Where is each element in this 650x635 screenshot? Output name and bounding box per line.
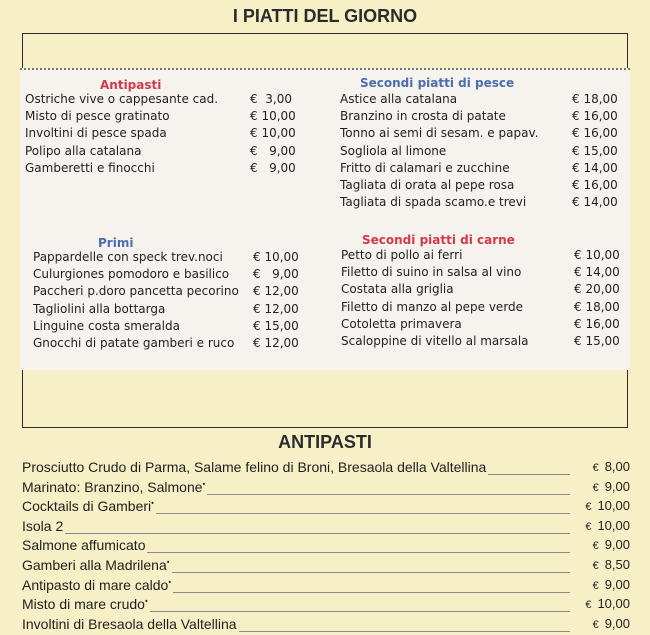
daily-menu-item bbox=[25, 91, 310, 108]
daily-item-price: € 15,00 bbox=[572, 143, 618, 158]
antipasti-list-item bbox=[22, 614, 630, 634]
antipasti-list-item bbox=[22, 496, 630, 516]
daily-item-name: Branzino in crosta di patate bbox=[340, 109, 506, 124]
daily-item-name: Scaloppine di vitello al marsala bbox=[341, 334, 529, 348]
daily-item-price: € 14,00 bbox=[572, 160, 618, 175]
daily-item-name: Tagliata di spada scamo.e trevi bbox=[340, 195, 527, 210]
daily-item-price: € 16,00 bbox=[572, 178, 618, 192]
daily-menu-item bbox=[340, 160, 632, 177]
price-value: 8,50 bbox=[604, 557, 630, 572]
daily-menu-item bbox=[340, 125, 632, 142]
daily-menu-item bbox=[341, 281, 634, 298]
price-value: 10,00 bbox=[597, 596, 630, 612]
daily-item-price: € 10,00 bbox=[574, 248, 620, 262]
antipasti-item-price bbox=[572, 498, 630, 513]
antipasti-item-price bbox=[572, 479, 630, 494]
daily-item-name: Misto di pesce gratinato bbox=[25, 109, 170, 124]
antipasti-item-label: Prosciutto Crudo di Parma, Salame felino di Broni, Bresaola della Valtellina bbox=[22, 459, 487, 475]
currency-symbol: € bbox=[592, 540, 599, 553]
antipasti-item-price bbox=[572, 577, 630, 592]
daily-item-name: Fritto di calamari e zucchine bbox=[340, 160, 510, 175]
daily-item-name: Tagliata di orata al pepe rosa bbox=[340, 178, 515, 192]
antipasti-section-heading: ANTIPASTI bbox=[278, 432, 372, 452]
daily-menu-item bbox=[33, 283, 313, 300]
antipasti-list-item bbox=[22, 477, 630, 497]
page-title: I PIATTI DEL GIORNO bbox=[232, 6, 418, 26]
antipasti-item-name bbox=[22, 498, 156, 514]
daily-menu-item bbox=[340, 143, 632, 160]
bullet-mark: • bbox=[166, 557, 170, 567]
daily-item-price: € 14,00 bbox=[574, 265, 620, 280]
currency-symbol: € bbox=[592, 481, 599, 494]
daily-item-price: € 10,00 bbox=[253, 250, 299, 264]
bullet-mark: • bbox=[151, 498, 154, 508]
daily-item-price: € 9,00 bbox=[253, 267, 299, 282]
leader-line bbox=[22, 533, 570, 534]
daily-item-name: Gnocchi di patate gamberi e ruco bbox=[33, 336, 235, 350]
daily-item-price: € 16,00 bbox=[572, 109, 618, 124]
daily-item-price: € 16,00 bbox=[572, 126, 618, 141]
daily-item-price: € 3,00 bbox=[250, 92, 292, 106]
bullet-mark: • bbox=[168, 576, 172, 586]
antipasti-item-label: Marinato: Branzino, Salmone bbox=[22, 478, 203, 495]
currency-symbol: € bbox=[585, 501, 592, 514]
currency-symbol: € bbox=[592, 618, 599, 631]
price-value: 10,00 bbox=[597, 498, 630, 514]
daily-item-name: Filetto di suino in salsa al vino bbox=[341, 265, 522, 280]
antipasti-item-name bbox=[22, 557, 172, 573]
daily-item-name: Cotoletta primavera bbox=[341, 316, 462, 331]
currency-symbol: € bbox=[592, 462, 599, 474]
daily-menu-item bbox=[25, 108, 310, 125]
daily-menu-item bbox=[33, 266, 313, 283]
daily-item-price: € 14,00 bbox=[572, 195, 618, 210]
daily-item-price: € 12,00 bbox=[253, 284, 299, 299]
antipasti-title: Antipasti bbox=[100, 78, 162, 92]
daily-item-name: Filetto di manzo al pepe verde bbox=[341, 299, 524, 314]
price-value: 9,00 bbox=[604, 537, 630, 553]
daily-item-name: Petto di pollo ai ferri bbox=[341, 248, 463, 262]
primi-title: Primi bbox=[98, 236, 134, 250]
bullet-mark: • bbox=[144, 596, 148, 606]
daily-item-price: € 18,00 bbox=[572, 92, 618, 106]
antipasti-item-label: Isola 2 bbox=[22, 517, 64, 534]
currency-symbol: € bbox=[585, 599, 592, 612]
antipasti-list-item bbox=[22, 516, 630, 536]
price-value: 9,00 bbox=[604, 576, 630, 592]
antipasti-list-item bbox=[22, 535, 630, 555]
daily-menu-item bbox=[33, 318, 313, 335]
daily-item-name: Pappardelle con speck trev.noci bbox=[33, 250, 223, 264]
antipasti-list-item bbox=[22, 594, 630, 614]
antipasti-item-name bbox=[22, 479, 207, 495]
currency-symbol: € bbox=[592, 579, 599, 592]
antipasti-list-item bbox=[22, 575, 630, 595]
price-value: 8,00 bbox=[604, 459, 630, 474]
daily-item-name: Gamberetti e finocchi bbox=[25, 160, 155, 175]
daily-item-price: € 9,00 bbox=[250, 143, 296, 158]
daily-item-name: Polipo alla catalana bbox=[25, 143, 142, 158]
daily-menu-item bbox=[340, 108, 632, 125]
daily-item-price: € 12,00 bbox=[253, 301, 299, 316]
antipasti-item-price bbox=[572, 537, 630, 552]
antipasti-item-name bbox=[22, 577, 173, 593]
secondi-carne-title: Secondi piatti di carne bbox=[362, 233, 515, 247]
daily-item-price: € 10,00 bbox=[250, 126, 296, 141]
daily-item-price: € 20,00 bbox=[574, 282, 620, 297]
antipasti-item-label: Gamberi alla Madrilena bbox=[22, 557, 167, 573]
bullet-mark: • bbox=[202, 478, 206, 488]
daily-menu-item bbox=[340, 194, 632, 211]
daily-item-name: Involtini di pesce spada bbox=[25, 126, 167, 141]
daily-menu-item bbox=[341, 316, 634, 333]
antipasti-item-label: Involtini di Bresaola della Valtellina bbox=[22, 615, 237, 632]
antipasti-item-price bbox=[572, 557, 630, 572]
antipasti-item-name bbox=[22, 518, 65, 534]
antipasti-item-price bbox=[572, 459, 630, 474]
daily-item-name: Astice alla catalana bbox=[340, 92, 458, 106]
antipasti-list-item bbox=[22, 555, 630, 575]
secondi-pesce-title: Secondi piatti di pesce bbox=[360, 76, 515, 90]
daily-item-name: Ostriche vive o cappesante cad. bbox=[25, 92, 219, 106]
daily-menu-item bbox=[341, 264, 634, 281]
daily-item-name: Tagliolini alla bottarga bbox=[33, 301, 166, 316]
daily-menu-item bbox=[25, 125, 310, 142]
price-value: 9,00 bbox=[604, 615, 630, 631]
antipasti-item-label: Antipasto di mare caldo bbox=[22, 576, 169, 593]
antipasti-list-item bbox=[22, 457, 630, 477]
daily-item-price: € 16,00 bbox=[574, 316, 620, 331]
daily-item-price: € 12,00 bbox=[253, 336, 299, 350]
daily-menu-item bbox=[341, 299, 634, 316]
daily-item-name: Paccheri p.doro pancetta pecorino bbox=[33, 284, 239, 299]
price-value: 9,00 bbox=[604, 478, 630, 494]
price-value: 10,00 bbox=[597, 517, 630, 533]
daily-menu-item bbox=[340, 91, 632, 108]
daily-item-price: € 10,00 bbox=[250, 109, 296, 124]
daily-item-price: € 15,00 bbox=[574, 334, 620, 348]
daily-item-name: Linguine costa smeralda bbox=[33, 318, 180, 333]
antipasti-item-label: Cocktails di Gamberi bbox=[22, 498, 152, 515]
daily-menu-item bbox=[341, 247, 634, 264]
daily-item-price: € 18,00 bbox=[574, 299, 620, 314]
daily-menu-item bbox=[33, 301, 313, 318]
currency-symbol: € bbox=[585, 520, 592, 533]
daily-menu-item bbox=[25, 160, 310, 177]
daily-item-name: Tonno ai semi di sesam. e papav. bbox=[340, 126, 539, 141]
antipasti-item-label: Salmone affumicato bbox=[22, 537, 146, 554]
daily-item-name: Costata alla griglia bbox=[341, 282, 454, 297]
daily-menu-item bbox=[340, 177, 632, 194]
daily-item-name: Sogliola al limone bbox=[340, 143, 447, 158]
daily-menu-item bbox=[33, 335, 313, 352]
daily-item-price: € 15,00 bbox=[253, 318, 299, 333]
antipasti-item-price bbox=[572, 596, 630, 611]
antipasti-item-name bbox=[22, 616, 239, 632]
antipasti-item-name bbox=[22, 459, 488, 475]
antipasti-item-price bbox=[572, 518, 630, 533]
antipasti-item-label: Misto di mare crudo bbox=[22, 596, 145, 613]
antipasti-item-name bbox=[22, 537, 147, 553]
daily-item-name: Culurgiones pomodoro e basilico bbox=[33, 267, 230, 282]
daily-menu-item bbox=[341, 333, 634, 350]
daily-menu-item bbox=[33, 249, 313, 266]
antipasti-item-name bbox=[22, 596, 150, 612]
daily-menu-item bbox=[25, 143, 310, 160]
currency-symbol: € bbox=[592, 560, 599, 572]
daily-item-price: € 9,00 bbox=[250, 160, 296, 175]
antipasti-item-price bbox=[572, 616, 630, 631]
